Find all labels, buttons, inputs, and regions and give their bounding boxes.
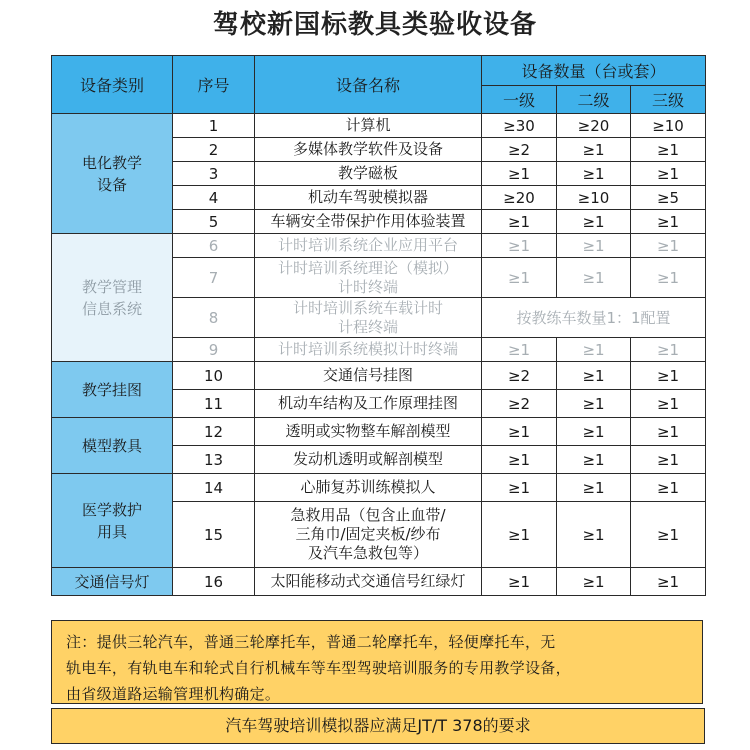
equipment-name-line: 计算机 — [345, 116, 391, 134]
quantity-level-2: ≥1 — [557, 390, 631, 418]
equipment-name-line: 机动车结构及工作原理挂图 — [277, 394, 458, 412]
quantity-level-1: ≥1 — [482, 234, 557, 258]
quantity-level-1: ≥1 — [482, 338, 557, 362]
quantity-level-2: ≥1 — [557, 138, 631, 162]
quantity-level-1: ≥2 — [482, 390, 557, 418]
equipment-name — [255, 186, 482, 210]
category-cell — [52, 568, 173, 596]
quantity-level-3: ≥1 — [631, 162, 706, 186]
category-cell — [52, 362, 173, 418]
quantity-level-2: ≥20 — [557, 114, 631, 138]
equipment-name-line: 三角巾/固定夹板/纱布 — [295, 525, 441, 543]
quantity-level-2: ≥10 — [557, 186, 631, 210]
quantity-level-1: ≥1 — [482, 568, 557, 596]
equipment-name-line: 太阳能移动式交通信号红绿灯 — [270, 572, 466, 590]
equipment-name-line: 机动车驾驶模拟器 — [307, 188, 428, 206]
row-index: 12 — [173, 418, 255, 446]
equipment-name-line: 车辆安全带保护作用体验装置 — [270, 212, 466, 230]
equipment-name-line: 及汽车急救包等） — [307, 544, 428, 562]
quantity-level-2: ≥1 — [557, 418, 631, 446]
category-label: 交通信号灯 — [74, 572, 150, 591]
equipment-name — [255, 390, 482, 418]
equipment-name — [255, 234, 482, 258]
equipment-name — [255, 338, 482, 362]
equipment-name — [255, 138, 482, 162]
row-index: 2 — [173, 138, 255, 162]
row-index: 13 — [173, 446, 255, 474]
header-quantity: 设备数量（台或套） — [482, 56, 706, 86]
note-line: 轨电车，有轨电车和轮式自行机械车等车型驾驶培训服务的专用教学设备， — [66, 659, 571, 677]
row-index: 15 — [173, 502, 255, 568]
note-line: 由省级道路运输管理机构确定。 — [66, 685, 281, 703]
row-index: 6 — [173, 234, 255, 258]
equipment-name-line: 多媒体教学软件及设备 — [292, 140, 443, 158]
note-line: 注：提供三轮汽车，普通三轮摩托车，普通二轮摩托车，轻便摩托车，无 — [66, 633, 556, 651]
row-index: 10 — [173, 362, 255, 390]
category-cell — [52, 474, 173, 568]
quantity-level-2: ≥1 — [557, 362, 631, 390]
quantity-level-3: ≥5 — [631, 186, 706, 210]
quantity-level-1: ≥2 — [482, 362, 557, 390]
quantity-level-2: ≥1 — [557, 258, 631, 298]
category-label: 模型教具 — [81, 436, 142, 455]
equipment-name-line: 透明或实物整车解剖模型 — [285, 422, 451, 440]
header-name: 设备名称 — [255, 56, 482, 114]
quantity-merged: 按教练车数量1：1配置 — [482, 298, 706, 338]
equipment-name-line: 心肺复苏训练模拟人 — [300, 478, 436, 496]
quantity-level-3: ≥1 — [631, 474, 706, 502]
equipment-name-line: 交通信号挂图 — [322, 366, 413, 384]
header-category: 设备类别 — [52, 56, 173, 114]
category-label: 用具 — [96, 522, 127, 541]
equipment-name-line: 计时培训系统理论（模拟） — [277, 258, 458, 277]
quantity-level-1: ≥1 — [482, 258, 557, 298]
table-row — [52, 362, 706, 390]
quantity-level-1: ≥20 — [482, 186, 557, 210]
quantity-level-1: ≥1 — [482, 418, 557, 446]
row-index: 14 — [173, 474, 255, 502]
quantity-level-1: ≥1 — [482, 210, 557, 234]
category-label: 电化教学 — [81, 153, 142, 172]
row-index: 7 — [173, 258, 255, 298]
quantity-level-2: ≥1 — [557, 210, 631, 234]
category-label: 医学救护 — [81, 500, 142, 519]
equipment-name — [255, 298, 482, 338]
equipment-name-line: 教学磁板 — [337, 164, 398, 182]
table-row — [52, 418, 706, 446]
quantity-level-3: ≥1 — [631, 138, 706, 162]
requirement-bar: 汽车驾驶培训模拟器应满足JT/T 378的要求 — [51, 708, 705, 744]
category-label: 教学挂图 — [81, 380, 142, 399]
quantity-level-3: ≥1 — [631, 338, 706, 362]
quantity-level-3: ≥1 — [631, 362, 706, 390]
page-title: 驾校新国标教具类验收设备 — [212, 10, 537, 40]
row-index: 5 — [173, 210, 255, 234]
category-cell — [52, 418, 173, 474]
table-row — [52, 234, 706, 258]
category-cell — [52, 234, 173, 362]
quantity-level-2: ≥1 — [557, 502, 631, 568]
equipment-name — [255, 474, 482, 502]
equipment-name — [255, 114, 482, 138]
quantity-level-3: ≥1 — [631, 418, 706, 446]
equipment-name — [255, 502, 482, 568]
note-box — [51, 620, 703, 704]
row-index: 1 — [173, 114, 255, 138]
row-index: 11 — [173, 390, 255, 418]
quantity-level-3: ≥1 — [631, 568, 706, 596]
header-level-2: 二级 — [557, 86, 631, 114]
table-row — [52, 474, 706, 502]
quantity-level-1: ≥1 — [482, 446, 557, 474]
equipment-table — [51, 55, 706, 596]
equipment-name — [255, 418, 482, 446]
equipment-name — [255, 568, 482, 596]
row-index: 4 — [173, 186, 255, 210]
quantity-level-3: ≥10 — [631, 114, 706, 138]
quantity-level-2: ≥1 — [557, 446, 631, 474]
row-index: 16 — [173, 568, 255, 596]
equipment-name-line: 计时培训系统车载计时 — [292, 298, 443, 317]
quantity-level-2: ≥1 — [557, 474, 631, 502]
equipment-name — [255, 362, 482, 390]
header-level-3: 三级 — [631, 86, 706, 114]
table-row — [52, 568, 706, 596]
quantity-level-1: ≥1 — [482, 474, 557, 502]
category-label: 设备 — [96, 175, 127, 194]
quantity-level-3: ≥1 — [631, 502, 706, 568]
quantity-level-3: ≥1 — [631, 390, 706, 418]
equipment-name — [255, 162, 482, 186]
equipment-name — [255, 210, 482, 234]
quantity-level-2: ≥1 — [557, 234, 631, 258]
quantity-level-3: ≥1 — [631, 258, 706, 298]
row-index: 9 — [173, 338, 255, 362]
quantity-level-3: ≥1 — [631, 446, 706, 474]
quantity-level-2: ≥1 — [557, 162, 631, 186]
equipment-name-line: 计时培训系统企业应用平台 — [277, 236, 458, 254]
equipment-name — [255, 258, 482, 298]
category-label: 信息系统 — [81, 299, 142, 318]
header-index: 序号 — [173, 56, 255, 114]
quantity-level-1: ≥2 — [482, 138, 557, 162]
quantity-level-2: ≥1 — [557, 568, 631, 596]
quantity-level-3: ≥1 — [631, 234, 706, 258]
header-level-1: 一级 — [482, 86, 557, 114]
table-row — [52, 114, 706, 138]
equipment-name — [255, 446, 482, 474]
equipment-name-line: 计程终端 — [337, 317, 398, 336]
row-index: 3 — [173, 162, 255, 186]
equipment-name-line: 计时培训系统模拟计时终端 — [277, 340, 458, 358]
equipment-name-line: 发动机透明或解剖模型 — [292, 450, 443, 468]
equipment-name-line: 急救用品（包含止血带/ — [290, 506, 446, 524]
row-index: 8 — [173, 298, 255, 338]
category-cell — [52, 114, 173, 234]
category-label: 教学管理 — [81, 277, 142, 296]
quantity-level-2: ≥1 — [557, 338, 631, 362]
equipment-name-line: 计时终端 — [337, 277, 398, 296]
quantity-level-3: ≥1 — [631, 210, 706, 234]
quantity-level-1: ≥1 — [482, 502, 557, 568]
quantity-level-1: ≥30 — [482, 114, 557, 138]
quantity-level-1: ≥1 — [482, 162, 557, 186]
